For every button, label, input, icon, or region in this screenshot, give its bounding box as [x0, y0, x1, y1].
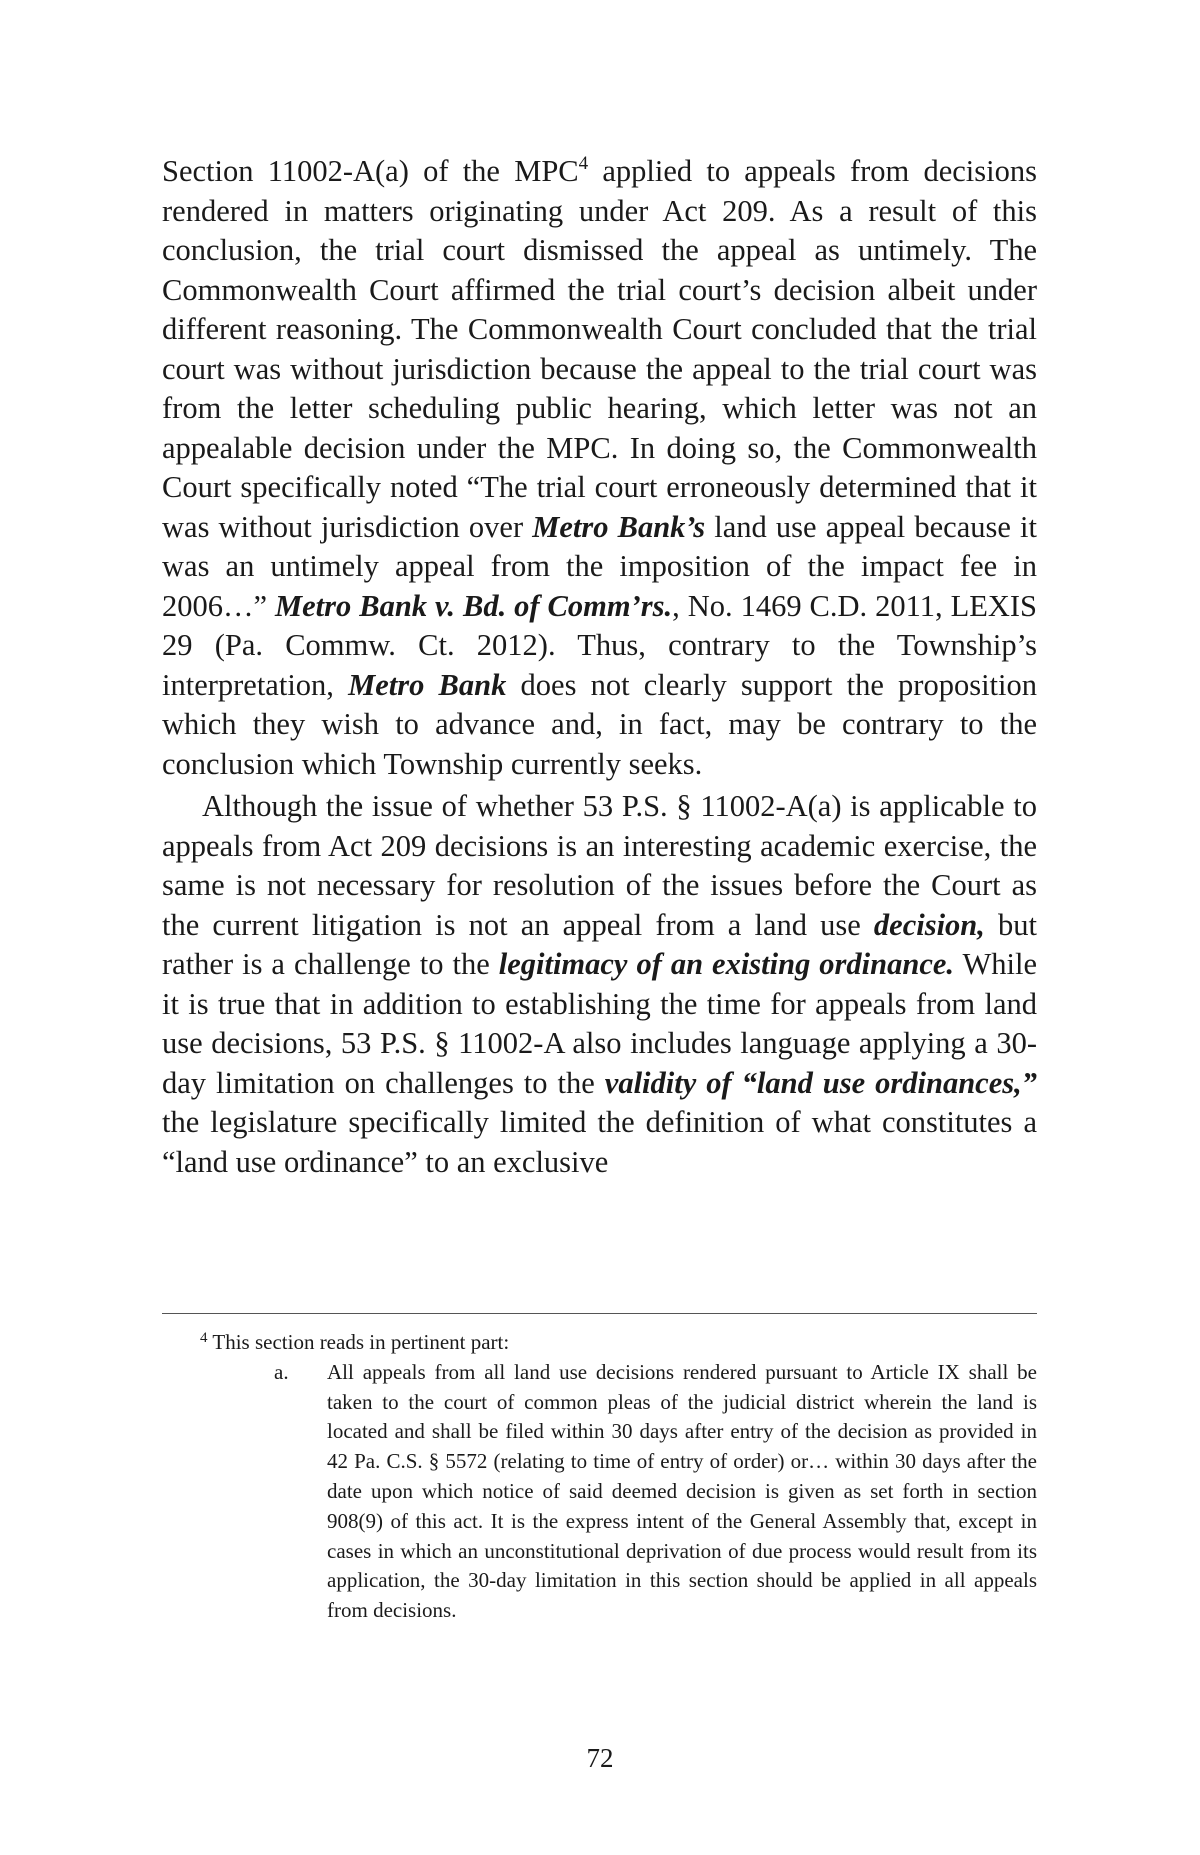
body-text	[162, 152, 1037, 1182]
text-run: Although the issue of whether 53 P.S. § 11002-A(a) is applicable to appeals from Act 209 decisions is an interesting academic exercise, the same is not necessary for resolution of the issues before the Court as the current litigation is not an appeal from a land use	[162, 789, 1037, 942]
footnote-item-text: All appeals from all land use decisions rendered pursuant to Article IX shall be taken to the court of common pleas of the judicial district wherein the land is located and shall be filed within 30 days after entry of the decision as provided in 42 Pa. C.S. § 5572 (relating to time of entry of order) or… within 30 days after the date upon which notice of said deemed decision is given as set forth in section 908(9) of this act. It is the express intent of the General Assembly that, except in cases in which an unconstitutional deprivation of due process would result from its application, the 30-day limitation in this section should be applied in all appeals from decisions.	[327, 1359, 1037, 1623]
footnote	[200, 1328, 1037, 1626]
case-citation-emphasis: Metro Bank v. Bd. of Comm’rs.	[275, 588, 673, 623]
text-run: While it is true that in addition to establishing the time for appeals from land use decisions, 53 P.S. § 11002-A also includes language applying a 30-day limitation on challenges to the	[162, 947, 1037, 1100]
footnote-list-item	[274, 1358, 1037, 1626]
text-run: does not clearly support the proposition which they wish to advance and, in fact, may be contrary to the conclusion which Township currently seeks.	[162, 667, 1038, 781]
text-run: , No. 1469 C.D. 2011, LEXIS 29 (Pa. Commw. Ct. 2012). Thus, contrary to the Township’s interpretation,	[162, 588, 1038, 702]
case-name-emphasis: Metro Bank	[348, 667, 507, 702]
footnote-reference: 4	[578, 153, 589, 174]
emphasis: legitimacy of an existing ordinance.	[498, 947, 955, 981]
text-run: land use appeal because it was an untimely appeal from the imposition of the impact fee in 2006…”	[162, 509, 1037, 623]
footnote-divider	[162, 1313, 1037, 1314]
footnote-marker: 4	[200, 1330, 208, 1346]
text-run: applied to appeals from decisions rendered in matters originating under Act 209. As a result of this conclusion, the trial court dismissed the appeal as untimely. The Commonwealth Court affirmed the trial court’s decision albeit under different reasoning. The Commonwealth Court concluded that the trial court was without jurisdiction because the appeal to the trial court was from the letter scheduling public hearing, which letter was not an appealable decision under the MPC. In doing so, the Commonwealth Court specifically noted “The trial court erroneously determined that it was without jurisdiction over	[162, 154, 1037, 544]
text-run: Section 11002-A(a) of the MPC	[162, 154, 579, 188]
footnote-intro-text: This section reads in pertinent part:	[207, 1330, 510, 1354]
footnote-item-label: a.	[274, 1359, 289, 1384]
emphasis: validity of “land use ordinances,”	[604, 1065, 1038, 1100]
paragraph-1	[162, 152, 1037, 784]
page-number: 72	[586, 1743, 614, 1773]
paragraph-2	[162, 787, 1037, 1182]
text-run: the legislature specifically limited the definition of what constitutes a “land use ordinance” to an exclusive	[162, 1105, 1037, 1179]
text-run: but rather is a challenge to the	[162, 907, 1037, 981]
emphasis: decision,	[873, 907, 985, 942]
case-name-emphasis: Metro Bank’s	[532, 509, 706, 544]
footnote-intro	[200, 1328, 1037, 1358]
